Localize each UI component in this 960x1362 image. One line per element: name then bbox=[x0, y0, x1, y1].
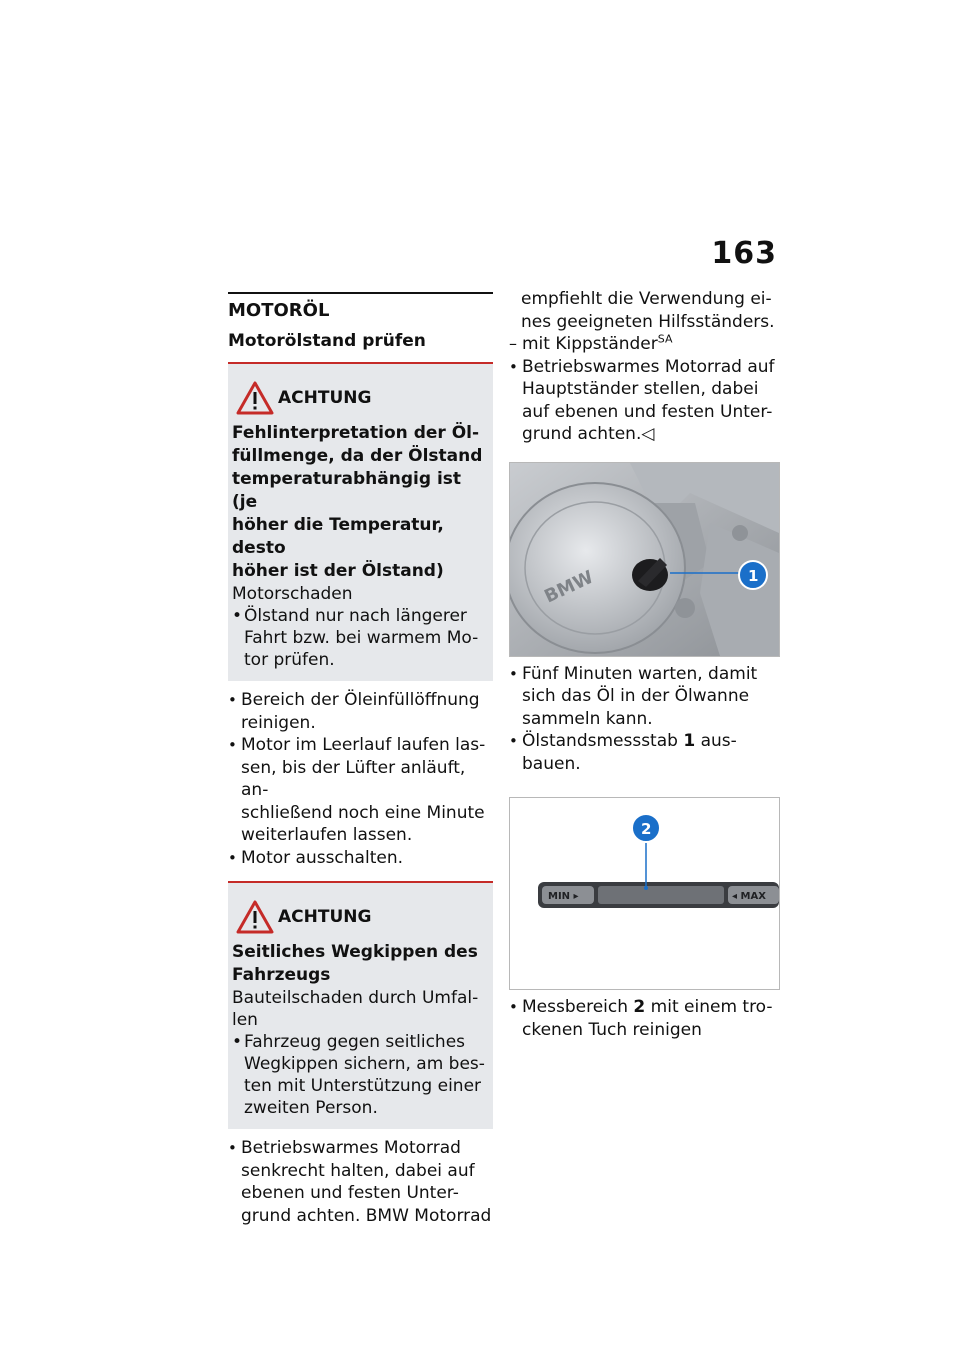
list-item-line: Betriebswarmes Motorrad auf bbox=[522, 356, 775, 377]
warning-consequence bbox=[232, 987, 487, 1031]
warning-item-line: Fahrzeug gegen seitliches bbox=[244, 1032, 466, 1052]
dipstick-illustration bbox=[510, 798, 779, 989]
text-line: nes geeigneten Hilfsständers. bbox=[521, 311, 775, 332]
warning-header bbox=[232, 897, 487, 937]
list-item-line: Hauptständer stellen, dabei bbox=[522, 379, 759, 399]
warning-title: ACHTUNG bbox=[278, 907, 372, 927]
warning-item-line: tor prüfen. bbox=[244, 650, 335, 670]
warning-consequence-line: Bauteilschaden durch Umfal- bbox=[232, 988, 479, 1008]
bullet-icon: • bbox=[509, 357, 518, 376]
warning-item-line: Fahrt bzw. bei warmem Mo- bbox=[244, 628, 479, 648]
bullet-icon: • bbox=[509, 732, 518, 750]
bullet-icon: • bbox=[232, 606, 243, 626]
list-item-line: ebenen und festen Unter- bbox=[241, 1183, 459, 1203]
dipstick-photo-figure bbox=[509, 797, 780, 990]
engine-photo-figure bbox=[509, 462, 780, 657]
left-column bbox=[228, 292, 493, 1227]
list-item-line: grund achten. BMW Motorrad bbox=[241, 1205, 492, 1226]
list-item-line: ckenen Tuch reinigen bbox=[522, 1019, 702, 1040]
list-item-line: reinigen. bbox=[241, 712, 316, 733]
list-item-line: sen, bis der Lüfter anläuft, an- bbox=[241, 757, 466, 800]
callout-number-1: 1 bbox=[748, 566, 759, 585]
warning-hazard bbox=[232, 941, 487, 987]
warning-item bbox=[232, 605, 487, 671]
callout-number-2: 2 bbox=[641, 820, 652, 838]
warning-header bbox=[232, 378, 487, 418]
page-number: 163 bbox=[711, 236, 777, 271]
option-superscript: SA bbox=[657, 332, 673, 346]
warning-box-1 bbox=[228, 362, 493, 681]
bullet-icon: • bbox=[228, 1139, 237, 1157]
warning-item-line: ten mit Unterstützung einer bbox=[244, 1076, 482, 1096]
bullet-icon: • bbox=[232, 1032, 243, 1052]
list-item-line: Betriebswarmes Motorrad bbox=[241, 1138, 461, 1158]
reference-number: 2 bbox=[633, 997, 646, 1017]
list-item bbox=[509, 663, 780, 731]
min-mark-label: MIN ▸ bbox=[548, 891, 579, 902]
list-item-line bbox=[522, 730, 780, 753]
text-segment: aus- bbox=[695, 731, 737, 751]
list-item bbox=[228, 1137, 493, 1227]
text-line: empfiehlt die Verwendung ei- bbox=[521, 289, 772, 309]
warning-title: ACHTUNG bbox=[278, 388, 372, 408]
continued-text bbox=[509, 288, 780, 333]
warning-hazard-line: Seitliches Wegkippen des bbox=[232, 942, 478, 962]
section-title: MOTORÖL bbox=[228, 292, 493, 322]
list-item bbox=[228, 847, 493, 870]
bullet-icon: • bbox=[228, 691, 237, 709]
list-item-line: sich das Öl in der Ölwanne bbox=[522, 686, 750, 706]
list-item-line: Motor ausschalten. bbox=[241, 847, 403, 868]
list-item-line: bauen. bbox=[522, 753, 581, 774]
right-column bbox=[509, 288, 780, 1041]
warning-box-2 bbox=[228, 881, 493, 1129]
warning-hazard-line: höher die Temperatur, desto bbox=[232, 515, 444, 558]
sub-title: Motorölstand prüfen bbox=[228, 331, 426, 351]
text-segment: Ölstandsmessstab bbox=[522, 731, 684, 751]
list-item bbox=[509, 356, 780, 446]
list-item-line: schließend noch eine Minute bbox=[241, 802, 485, 823]
engine-logo-text: BMW bbox=[541, 566, 597, 608]
warning-hazard-line: temperaturabhängig ist (je bbox=[232, 469, 462, 512]
option-label: mit Kippständer bbox=[522, 334, 658, 354]
bullet-icon: • bbox=[228, 848, 237, 867]
warning-triangle-icon bbox=[236, 900, 274, 934]
list-item-line: Bereich der Öleinfüllöffnung bbox=[241, 690, 480, 710]
warning-hazard-line: Fehlinterpretation der Öl- bbox=[232, 423, 480, 443]
list-item bbox=[228, 734, 493, 847]
warning-triangle-icon bbox=[236, 381, 274, 415]
warning-item-line: zweiten Person. bbox=[244, 1098, 378, 1118]
option-item bbox=[509, 333, 780, 356]
reference-number: 1 bbox=[683, 731, 696, 751]
warning-hazard bbox=[232, 422, 487, 583]
warning-item-line: Wegkippen sichern, am bes- bbox=[244, 1054, 485, 1074]
bullet-icon: • bbox=[509, 998, 518, 1016]
list-item-line: sammeln kann. bbox=[522, 708, 653, 729]
max-mark-label: ◂ MAX bbox=[732, 891, 766, 902]
list-item-line: Motor im Leerlauf laufen las- bbox=[241, 735, 486, 755]
list-item-line: auf ebenen und festen Unter- bbox=[522, 401, 773, 422]
list-item bbox=[509, 996, 780, 1041]
list-item bbox=[228, 689, 493, 734]
list-item-line: weiterlaufen lassen. bbox=[241, 825, 413, 845]
warning-item bbox=[232, 1031, 487, 1119]
warning-consequence: Motorschaden bbox=[232, 584, 353, 604]
list-item-line: Fünf Minuten warten, damit bbox=[522, 663, 758, 684]
bullet-icon: • bbox=[228, 736, 237, 754]
warning-hazard-line: Fahrzeugs bbox=[232, 965, 331, 985]
warning-item-line: Ölstand nur nach längerer bbox=[244, 606, 467, 626]
bullet-icon: • bbox=[509, 664, 518, 683]
list-item-line: grund achten.◁ bbox=[522, 424, 655, 444]
dash-icon: – bbox=[509, 334, 517, 353]
list-item-line bbox=[522, 996, 780, 1019]
text-segment: Messbereich bbox=[522, 997, 634, 1017]
warning-hazard-line: höher ist der Ölstand) bbox=[232, 561, 444, 581]
engine-illustration bbox=[510, 463, 779, 656]
list-item bbox=[509, 730, 780, 775]
warning-consequence-line: len bbox=[232, 1010, 258, 1030]
warning-hazard-line: füllmenge, da der Ölstand bbox=[232, 446, 483, 466]
text-segment: mit einem tro- bbox=[645, 997, 773, 1017]
list-item-line: senkrecht halten, dabei auf bbox=[241, 1160, 475, 1181]
